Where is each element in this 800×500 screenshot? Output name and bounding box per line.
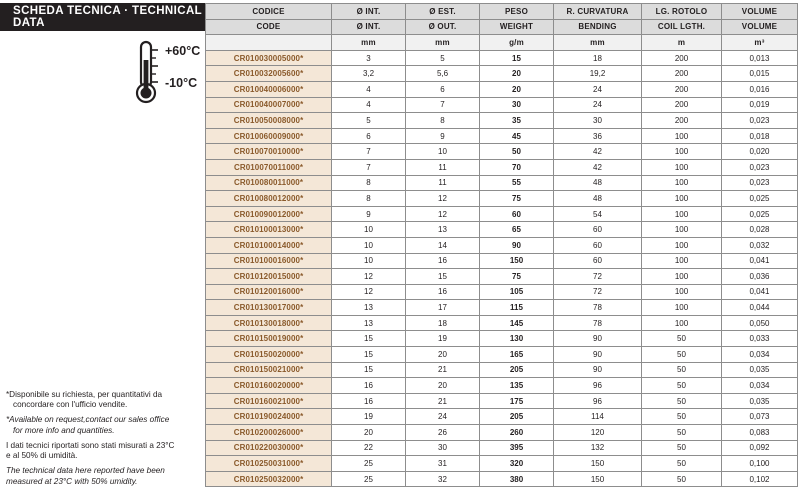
cell-outer-diameter: 9 xyxy=(406,128,480,144)
cell-volume: 0,016 xyxy=(722,81,798,97)
cell-coil-length: 50 xyxy=(642,425,722,441)
cell-code: CR010250032000* xyxy=(206,471,332,487)
cell-outer-diameter: 30 xyxy=(406,440,480,456)
cell-code: CR010050008000* xyxy=(206,113,332,129)
cell-outer-diameter: 21 xyxy=(406,393,480,409)
cell-volume: 0,023 xyxy=(722,175,798,191)
cell-weight: 35 xyxy=(480,113,554,129)
cell-bending: 60 xyxy=(554,253,642,269)
col-header-inner-diameter-en: Ø INT. xyxy=(332,19,406,35)
cell-outer-diameter: 5 xyxy=(406,50,480,66)
cell-code: CR010200026000* xyxy=(206,425,332,441)
cell-code: CR010040006000* xyxy=(206,81,332,97)
cell-weight: 165 xyxy=(480,347,554,363)
table-row xyxy=(206,331,798,347)
cell-weight: 260 xyxy=(480,425,554,441)
cell-outer-diameter: 12 xyxy=(406,191,480,207)
cell-outer-diameter: 20 xyxy=(406,347,480,363)
cell-coil-length: 50 xyxy=(642,456,722,472)
cell-code: CR010100014000* xyxy=(206,237,332,253)
cell-outer-diameter: 18 xyxy=(406,315,480,331)
cell-coil-length: 50 xyxy=(642,331,722,347)
cell-volume: 0,020 xyxy=(722,144,798,160)
cell-coil-length: 50 xyxy=(642,409,722,425)
col-header-volume-en: VOLUME xyxy=(722,19,798,35)
temperature-range-graphic xyxy=(133,38,205,108)
cell-code: CR010150021000* xyxy=(206,362,332,378)
cell-bending: 24 xyxy=(554,81,642,97)
cell-volume: 0,050 xyxy=(722,315,798,331)
cell-bending: 90 xyxy=(554,362,642,378)
footnote-availability-en xyxy=(6,415,202,436)
table-row xyxy=(206,50,798,66)
cell-weight: 65 xyxy=(480,222,554,238)
cell-volume: 0,036 xyxy=(722,269,798,285)
col-header-bending-it: R. CURVATURA xyxy=(554,4,642,20)
cell-coil-length: 200 xyxy=(642,97,722,113)
table-row xyxy=(206,269,798,285)
col-header-code-en: CODE xyxy=(206,19,332,35)
cell-weight: 15 xyxy=(480,50,554,66)
cell-volume: 0,044 xyxy=(722,300,798,316)
table-row xyxy=(206,471,798,487)
table-row xyxy=(206,456,798,472)
cell-inner-diameter: 10 xyxy=(332,222,406,238)
min-temperature-label: -10°C xyxy=(165,76,198,90)
cell-bending: 48 xyxy=(554,175,642,191)
cell-inner-diameter: 12 xyxy=(332,284,406,300)
table-row xyxy=(206,222,798,238)
cell-coil-length: 200 xyxy=(642,66,722,82)
cell-inner-diameter: 7 xyxy=(332,144,406,160)
cell-outer-diameter: 11 xyxy=(406,159,480,175)
cell-bending: 114 xyxy=(554,409,642,425)
cell-coil-length: 200 xyxy=(642,113,722,129)
cell-inner-diameter: 20 xyxy=(332,425,406,441)
cell-weight: 395 xyxy=(480,440,554,456)
cell-code: CR010032005600* xyxy=(206,66,332,82)
cell-bending: 60 xyxy=(554,237,642,253)
cell-inner-diameter: 15 xyxy=(332,347,406,363)
cell-bending: 18 xyxy=(554,50,642,66)
cell-outer-diameter: 12 xyxy=(406,206,480,222)
cell-inner-diameter: 3,2 xyxy=(332,66,406,82)
col-header-weight-en: WEIGHT xyxy=(480,19,554,35)
table-row xyxy=(206,425,798,441)
cell-bending: 132 xyxy=(554,440,642,456)
table-row xyxy=(206,362,798,378)
cell-weight: 75 xyxy=(480,191,554,207)
footnote-availability-en-line1: *Available on request,contact our sales office xyxy=(6,415,170,425)
cell-outer-diameter: 7 xyxy=(406,97,480,113)
cell-volume: 0,025 xyxy=(722,191,798,207)
cell-inner-diameter: 25 xyxy=(332,456,406,472)
cell-weight: 20 xyxy=(480,66,554,82)
cell-inner-diameter: 5 xyxy=(332,113,406,129)
table-row xyxy=(206,378,798,394)
cell-coil-length: 50 xyxy=(642,393,722,409)
cell-inner-diameter: 13 xyxy=(332,315,406,331)
cell-code: CR010100013000* xyxy=(206,222,332,238)
cell-code: CR010120016000* xyxy=(206,284,332,300)
footnote-availability-it-line2: concordare con l'ufficio vendite. xyxy=(13,399,128,409)
table-header-row-en xyxy=(206,19,798,35)
footnote-availability-it xyxy=(6,390,202,411)
cell-inner-diameter: 9 xyxy=(332,206,406,222)
cell-bending: 150 xyxy=(554,471,642,487)
cell-coil-length: 200 xyxy=(642,81,722,97)
cell-outer-diameter: 5,6 xyxy=(406,66,480,82)
footnote-measurement-en-line1: The technical data here reported have been xyxy=(6,466,165,476)
cell-weight: 150 xyxy=(480,253,554,269)
cell-bending: 90 xyxy=(554,331,642,347)
table-row xyxy=(206,284,798,300)
cell-code: CR010080011000* xyxy=(206,175,332,191)
cell-volume: 0,041 xyxy=(722,253,798,269)
cell-inner-diameter: 7 xyxy=(332,159,406,175)
cell-code: CR010130018000* xyxy=(206,315,332,331)
cell-volume: 0,028 xyxy=(722,222,798,238)
cell-inner-diameter: 8 xyxy=(332,191,406,207)
col-header-outer-diameter-it: Ø EST. xyxy=(406,4,480,20)
cell-outer-diameter: 15 xyxy=(406,269,480,285)
cell-bending: 150 xyxy=(554,456,642,472)
cell-outer-diameter: 19 xyxy=(406,331,480,347)
cell-outer-diameter: 32 xyxy=(406,471,480,487)
cell-outer-diameter: 6 xyxy=(406,81,480,97)
thermometer-icon xyxy=(133,38,163,108)
cell-outer-diameter: 21 xyxy=(406,362,480,378)
cell-inner-diameter: 16 xyxy=(332,378,406,394)
table-row xyxy=(206,81,798,97)
cell-outer-diameter: 31 xyxy=(406,456,480,472)
cell-coil-length: 100 xyxy=(642,253,722,269)
page-title-bar xyxy=(0,3,205,31)
table-row xyxy=(206,175,798,191)
cell-volume: 0,035 xyxy=(722,362,798,378)
cell-bending: 48 xyxy=(554,191,642,207)
cell-bending: 120 xyxy=(554,425,642,441)
cell-coil-length: 50 xyxy=(642,471,722,487)
cell-coil-length: 100 xyxy=(642,269,722,285)
col-unit-outer-diameter: mm xyxy=(406,35,480,51)
table-body xyxy=(206,50,798,487)
cell-bending: 24 xyxy=(554,97,642,113)
col-unit-coil-length: m xyxy=(642,35,722,51)
cell-code: CR010120015000* xyxy=(206,269,332,285)
cell-inner-diameter: 6 xyxy=(332,128,406,144)
table-row xyxy=(206,393,798,409)
cell-bending: 96 xyxy=(554,378,642,394)
cell-volume: 0,023 xyxy=(722,159,798,175)
table-row xyxy=(206,300,798,316)
cell-outer-diameter: 10 xyxy=(406,144,480,160)
cell-bending: 78 xyxy=(554,300,642,316)
cell-code: CR010130017000* xyxy=(206,300,332,316)
cell-weight: 105 xyxy=(480,284,554,300)
col-header-weight-it: PESO xyxy=(480,4,554,20)
cell-weight: 205 xyxy=(480,362,554,378)
cell-outer-diameter: 20 xyxy=(406,378,480,394)
cell-inner-diameter: 12 xyxy=(332,269,406,285)
cell-inner-diameter: 15 xyxy=(332,362,406,378)
cell-code: CR010150020000* xyxy=(206,347,332,363)
cell-coil-length: 100 xyxy=(642,191,722,207)
cell-code: CR010160020000* xyxy=(206,378,332,394)
cell-volume: 0,073 xyxy=(722,409,798,425)
table-row xyxy=(206,409,798,425)
footnote-availability-en-line2: for more info and quantities. xyxy=(13,425,115,435)
cell-code: CR010160021000* xyxy=(206,393,332,409)
cell-coil-length: 100 xyxy=(642,237,722,253)
cell-weight: 130 xyxy=(480,331,554,347)
cell-code: CR010080012000* xyxy=(206,191,332,207)
cell-bending: 54 xyxy=(554,206,642,222)
footnote-measurement-it xyxy=(6,441,202,462)
table-row xyxy=(206,144,798,160)
col-unit-weight: g/m xyxy=(480,35,554,51)
table-row xyxy=(206,159,798,175)
cell-inner-diameter: 13 xyxy=(332,300,406,316)
cell-bending: 72 xyxy=(554,269,642,285)
footnote-measurement-en xyxy=(6,466,202,487)
cell-inner-diameter: 19 xyxy=(332,409,406,425)
footnote-measurement-it-line1: I dati tecnici riportati sono stati misurati a 23°C xyxy=(6,440,175,450)
page-title: SCHEDA TECNICA · TECHNICAL DATA xyxy=(13,5,202,29)
cell-code: CR010070011000* xyxy=(206,159,332,175)
cell-outer-diameter: 16 xyxy=(406,253,480,269)
col-unit-code xyxy=(206,35,332,51)
cell-weight: 75 xyxy=(480,269,554,285)
cell-inner-diameter: 3 xyxy=(332,50,406,66)
max-temperature-label: +60°C xyxy=(165,44,201,58)
cell-weight: 205 xyxy=(480,409,554,425)
footnote-measurement-it-line2: e al 50% di umidità. xyxy=(6,451,78,461)
footnote-availability-it-line1: *Disponibile su richiesta, per quantitativi da xyxy=(6,389,163,399)
cell-volume: 0,018 xyxy=(722,128,798,144)
cell-inner-diameter: 10 xyxy=(332,237,406,253)
cell-volume: 0,102 xyxy=(722,471,798,487)
cell-inner-diameter: 8 xyxy=(332,175,406,191)
col-header-inner-diameter-it: Ø INT. xyxy=(332,4,406,20)
cell-coil-length: 50 xyxy=(642,347,722,363)
cell-inner-diameter: 22 xyxy=(332,440,406,456)
cell-coil-length: 100 xyxy=(642,128,722,144)
cell-coil-length: 100 xyxy=(642,222,722,238)
cell-weight: 30 xyxy=(480,97,554,113)
cell-code: CR010250031000* xyxy=(206,456,332,472)
cell-bending: 42 xyxy=(554,159,642,175)
table-row xyxy=(206,128,798,144)
cell-weight: 60 xyxy=(480,206,554,222)
table-row xyxy=(206,113,798,129)
table-header-row-units xyxy=(206,35,798,51)
table-row xyxy=(206,66,798,82)
cell-code: CR010150019000* xyxy=(206,331,332,347)
cell-code: CR010090012000* xyxy=(206,206,332,222)
cell-volume: 0,041 xyxy=(722,284,798,300)
table-row xyxy=(206,97,798,113)
cell-weight: 55 xyxy=(480,175,554,191)
cell-coil-length: 100 xyxy=(642,175,722,191)
cell-weight: 320 xyxy=(480,456,554,472)
table-row xyxy=(206,191,798,207)
cell-outer-diameter: 13 xyxy=(406,222,480,238)
cell-weight: 90 xyxy=(480,237,554,253)
cell-weight: 175 xyxy=(480,393,554,409)
cell-inner-diameter: 16 xyxy=(332,393,406,409)
cell-volume: 0,034 xyxy=(722,347,798,363)
cell-coil-length: 100 xyxy=(642,300,722,316)
cell-inner-diameter: 15 xyxy=(332,331,406,347)
cell-volume: 0,035 xyxy=(722,393,798,409)
cell-coil-length: 100 xyxy=(642,284,722,300)
cell-volume: 0,015 xyxy=(722,66,798,82)
table-row xyxy=(206,440,798,456)
cell-inner-diameter: 25 xyxy=(332,471,406,487)
col-header-bending-en: BENDING xyxy=(554,19,642,35)
table-header xyxy=(206,4,798,51)
cell-code: CR010060009000* xyxy=(206,128,332,144)
cell-bending: 60 xyxy=(554,222,642,238)
cell-weight: 380 xyxy=(480,471,554,487)
cell-weight: 115 xyxy=(480,300,554,316)
col-unit-volume: m³ xyxy=(722,35,798,51)
cell-weight: 70 xyxy=(480,159,554,175)
cell-coil-length: 100 xyxy=(642,159,722,175)
cell-inner-diameter: 10 xyxy=(332,253,406,269)
table-row xyxy=(206,253,798,269)
col-header-coil-length-en: COIL LGTH. xyxy=(642,19,722,35)
cell-coil-length: 100 xyxy=(642,206,722,222)
cell-bending: 90 xyxy=(554,347,642,363)
cell-bending: 78 xyxy=(554,315,642,331)
cell-outer-diameter: 24 xyxy=(406,409,480,425)
cell-outer-diameter: 8 xyxy=(406,113,480,129)
cell-bending: 72 xyxy=(554,284,642,300)
cell-weight: 50 xyxy=(480,144,554,160)
cell-weight: 145 xyxy=(480,315,554,331)
cell-bending: 42 xyxy=(554,144,642,160)
left-column xyxy=(0,0,205,500)
cell-coil-length: 50 xyxy=(642,362,722,378)
cell-outer-diameter: 26 xyxy=(406,425,480,441)
cell-volume: 0,034 xyxy=(722,378,798,394)
cell-code: CR010070010000* xyxy=(206,144,332,160)
technical-data-table xyxy=(205,3,798,487)
cell-bending: 30 xyxy=(554,113,642,129)
cell-volume: 0,092 xyxy=(722,440,798,456)
cell-coil-length: 100 xyxy=(642,144,722,160)
cell-code: CR010220030000* xyxy=(206,440,332,456)
table-row xyxy=(206,206,798,222)
cell-volume: 0,100 xyxy=(722,456,798,472)
table-header-row-it xyxy=(206,4,798,20)
cell-volume: 0,032 xyxy=(722,237,798,253)
cell-code: CR010100016000* xyxy=(206,253,332,269)
col-header-coil-length-it: LG. ROTOLO xyxy=(642,4,722,20)
col-unit-bending: mm xyxy=(554,35,642,51)
footnotes xyxy=(6,390,202,492)
cell-coil-length: 200 xyxy=(642,50,722,66)
cell-outer-diameter: 16 xyxy=(406,284,480,300)
col-header-code-it: CODICE xyxy=(206,4,332,20)
cell-volume: 0,023 xyxy=(722,113,798,129)
cell-bending: 36 xyxy=(554,128,642,144)
cell-volume: 0,083 xyxy=(722,425,798,441)
cell-weight: 135 xyxy=(480,378,554,394)
cell-code: CR010040007000* xyxy=(206,97,332,113)
cell-outer-diameter: 14 xyxy=(406,237,480,253)
cell-code: CR010030005000* xyxy=(206,50,332,66)
table-row xyxy=(206,347,798,363)
cell-volume: 0,013 xyxy=(722,50,798,66)
cell-bending: 96 xyxy=(554,393,642,409)
cell-outer-diameter: 11 xyxy=(406,175,480,191)
table-row xyxy=(206,237,798,253)
technical-data-table-wrapper xyxy=(205,3,797,487)
cell-coil-length: 50 xyxy=(642,378,722,394)
col-unit-inner-diameter: mm xyxy=(332,35,406,51)
col-header-volume-it: VOLUME xyxy=(722,4,798,20)
cell-volume: 0,019 xyxy=(722,97,798,113)
cell-weight: 45 xyxy=(480,128,554,144)
col-header-outer-diameter-en: Ø OUT. xyxy=(406,19,480,35)
cell-outer-diameter: 17 xyxy=(406,300,480,316)
cell-weight: 20 xyxy=(480,81,554,97)
cell-inner-diameter: 4 xyxy=(332,81,406,97)
table-row xyxy=(206,315,798,331)
cell-coil-length: 50 xyxy=(642,440,722,456)
footnote-measurement-en-line2: measured at 23°C with 50% umidity. xyxy=(6,476,138,486)
cell-code: CR010190024000* xyxy=(206,409,332,425)
cell-bending: 19,2 xyxy=(554,66,642,82)
cell-volume: 0,025 xyxy=(722,206,798,222)
cell-inner-diameter: 4 xyxy=(332,97,406,113)
cell-coil-length: 100 xyxy=(642,315,722,331)
cell-volume: 0,033 xyxy=(722,331,798,347)
